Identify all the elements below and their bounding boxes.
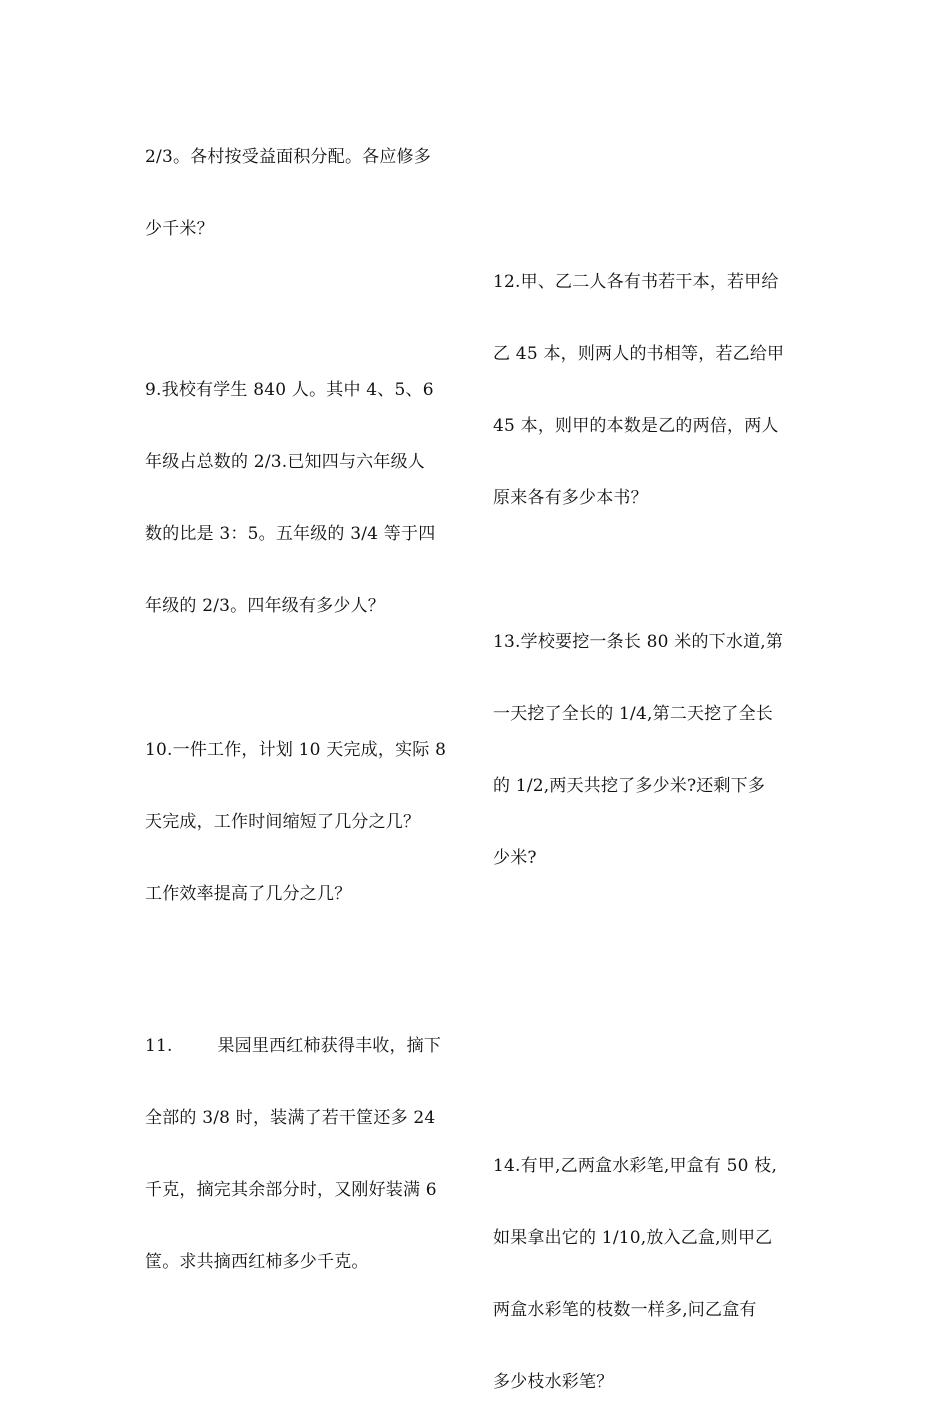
text-line: 的 1/2,两天共挖了多少米?还剩下多 xyxy=(493,776,766,796)
text-line: 天完成，工作时间缩短了几分之几？ xyxy=(145,812,421,832)
text-line: 11. 果园里西红柿获得丰收，摘下 xyxy=(145,1036,442,1056)
text-line: 全部的 3/8 时，装满了若干筐还多 24 xyxy=(145,1108,436,1128)
text-line: 2/3。各村按受益面积分配。各应修多 xyxy=(145,147,431,167)
problem-9 xyxy=(145,330,435,642)
text-line: 一天挖了全长的 1/4,第二天挖了全长 xyxy=(493,704,773,724)
text-line: 多少枝水彩笔？ xyxy=(493,1372,614,1392)
text-line: 年级占总数的 2/3.已知四与六年级人 xyxy=(145,452,425,472)
text-line: 千克，摘完其余部分时，又刚好装满 6 xyxy=(145,1180,437,1200)
text-line: 少千米？ xyxy=(145,219,214,239)
text-line: 10.一件工作，计划 10 天完成，实际 8 xyxy=(145,740,447,760)
problem-8-continuation xyxy=(145,97,431,265)
problem-11 xyxy=(145,986,441,1298)
text-line: 45 本，则甲的本数是乙的两倍，两人 xyxy=(493,416,779,436)
text-line: 少米? xyxy=(493,848,537,868)
problem-13 xyxy=(493,582,783,894)
problem-12 xyxy=(493,222,784,534)
problem-14 xyxy=(493,1106,777,1418)
text-line: 工作效率提高了几分之几？ xyxy=(145,884,352,904)
text-line: 14.有甲,乙两盒水彩笔,甲盒有 50 枝, xyxy=(493,1156,778,1176)
text-line: 年级的 2/3。四年级有多少人？ xyxy=(145,596,385,616)
text-line: 乙 45 本，则两人的书相等，若乙给甲 xyxy=(493,344,785,364)
text-line: 9.我校有学生 840 人。其中 4、5、6 xyxy=(145,380,434,400)
text-line: 数的比是 3：5。五年级的 3/4 等于四 xyxy=(145,524,436,544)
text-line: 13.学校要挖一条长 80 米的下水道,第 xyxy=(493,632,784,652)
text-line: 两盒水彩笔的枝数一样多,问乙盒有 xyxy=(493,1300,757,1320)
text-line: 如果拿出它的 1/10,放入乙盒,则甲乙 xyxy=(493,1228,773,1248)
problem-10 xyxy=(145,690,446,930)
text-line: 12.甲、乙二人各有书若干本，若甲给 xyxy=(493,272,779,292)
text-line: 原来各有多少本书？ xyxy=(493,488,648,508)
text-line: 筐。求共摘西红柿多少千克。 xyxy=(145,1252,369,1272)
